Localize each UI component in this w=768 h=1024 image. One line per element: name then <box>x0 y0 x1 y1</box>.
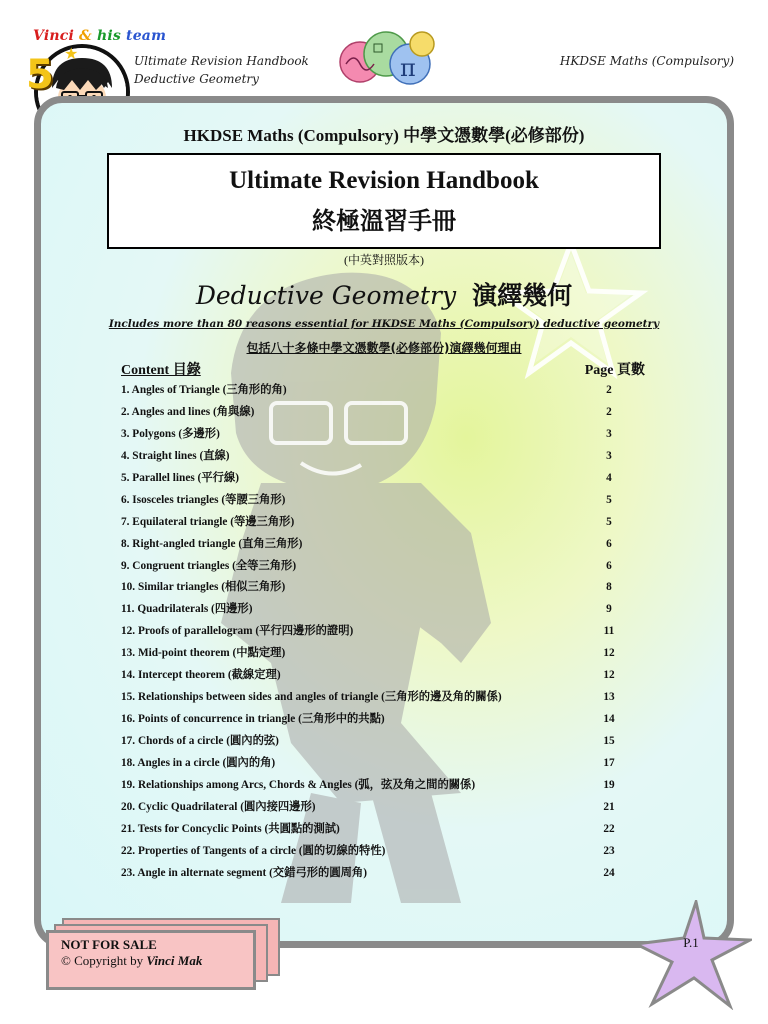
toc-item-page: 2 <box>606 405 612 418</box>
toc-item-page: 12 <box>603 669 615 682</box>
toc-item-label: 23. Angle in alternate segment (交錯弓形的圓周角) <box>121 866 367 879</box>
page-number: P.1 <box>683 935 699 950</box>
topic-heading <box>0 276 768 312</box>
header-topic-title: Deductive Geometry <box>134 72 259 86</box>
brand-word-team: team <box>126 28 167 44</box>
table-of-contents <box>121 380 651 885</box>
toc-item-page: 12 <box>603 647 615 660</box>
toc-header <box>121 359 651 379</box>
header-handbook-title: Ultimate Revision Handbook <box>134 54 309 68</box>
toc-row <box>121 380 651 402</box>
header-course-name: HKDSE Maths (Compulsory) <box>559 54 734 68</box>
toc-item-page: 17 <box>603 756 615 769</box>
toc-item-label: 20. Cyclic Quadrilateral (圓內接四邊形) <box>121 800 316 813</box>
edition-note: (中英對照版本) <box>344 253 424 267</box>
toc-row <box>121 775 651 797</box>
toc-row <box>121 687 651 709</box>
toc-item-page: 6 <box>606 559 612 572</box>
toc-item-label: 4. Straight lines (直線) <box>121 449 230 462</box>
toc-row <box>121 512 651 534</box>
toc-item-page: 9 <box>606 603 612 616</box>
toc-item-page: 14 <box>603 713 615 726</box>
toc-row <box>121 490 651 512</box>
copyright-prefix: © Copyright by <box>61 953 144 968</box>
toc-row <box>121 599 651 621</box>
toc-item-label: 12. Proofs of parallelogram (平行四邊形的證明) <box>121 625 354 638</box>
svg-text:π: π <box>400 54 416 82</box>
toc-item-page: 19 <box>603 778 615 791</box>
toc-item-label: 19. Relationships among Arcs, Chords & Angles (弧，弦及角之間的關係) <box>121 778 476 791</box>
copyright-line <box>61 953 241 969</box>
toc-item-page: 24 <box>603 866 615 879</box>
toc-row <box>121 753 651 775</box>
copyright-stamp <box>46 930 256 990</box>
handbook-title-zh: 終極溫習手冊 <box>312 207 456 235</box>
toc-item-label: 3. Polygons (多邊形) <box>121 427 220 440</box>
toc-row <box>121 621 651 643</box>
toc-row <box>121 819 651 841</box>
toc-item-page: 11 <box>603 625 615 638</box>
toc-item-label: 22. Properties of Tangents of a circle (圓的切線的特性) <box>121 844 386 857</box>
toc-item-label: 17. Chords of a circle (圓內的弦) <box>121 735 279 747</box>
brand-word-vinci: Vinci <box>33 28 74 44</box>
toc-item-page: 4 <box>606 471 612 484</box>
toc-item-label: 9. Congruent triangles (全等三角形) <box>121 559 297 572</box>
toc-item-page: 8 <box>606 581 612 594</box>
toc-item-label: 13. Mid-point theorem (中點定理) <box>121 647 286 660</box>
toc-item-page: 2 <box>606 384 612 396</box>
toc-row <box>121 797 651 819</box>
includes-note-zh: 包括八十多條中學文憑數學(必修部份)演繹幾何理由 <box>246 341 522 355</box>
includes-note-en: Includes more than 80 reasons essential for HKDSE Maths (Compulsory) deductive geometry <box>108 318 660 330</box>
header-left-titles <box>134 52 309 88</box>
toc-item-page: 15 <box>603 735 615 747</box>
badge-number: 5 <box>26 52 54 98</box>
title-box <box>107 153 661 249</box>
toc-item-label: 15. Relationships between sides and angles of triangle (三角形的邊及角的關係) <box>121 691 502 704</box>
toc-item-label: 8. Right-angled triangle (直角三角形) <box>121 537 303 550</box>
toc-item-label: 5. Parallel lines (平行線) <box>121 471 239 484</box>
toc-row <box>121 468 651 490</box>
toc-item-label: 11. Quadrilaterals (四邊形) <box>121 603 253 616</box>
not-for-sale-label: NOT FOR SALE <box>61 937 157 952</box>
toc-row <box>121 841 651 863</box>
toc-item-page: 5 <box>606 515 612 528</box>
author-name: Vinci Mak <box>146 953 203 968</box>
toc-page-label: Page 頁數 <box>584 363 645 378</box>
topic-title-en: Deductive Geometry <box>195 281 457 310</box>
toc-item-label: 6. Isosceles triangles (等腰三角形) <box>121 493 286 506</box>
page-star-icon <box>634 900 752 1010</box>
brand-word-his: his <box>96 28 121 44</box>
brand-ampersand: & <box>79 28 92 44</box>
toc-row <box>121 556 651 578</box>
toc-item-page: 21 <box>603 800 615 813</box>
toc-item-label: 16. Points of concurrence in triangle (三角形中的共點) <box>121 713 385 726</box>
toc-item-label: 1. Angles of Triangle (三角形的角) <box>121 384 287 396</box>
toc-item-page: 5 <box>606 493 612 506</box>
toc-row <box>121 709 651 731</box>
topic-title-zh: 演繹幾何 <box>472 281 573 310</box>
toc-item-label: 14. Intercept theorem (截線定理) <box>121 669 281 682</box>
toc-item-label: 18. Angles in a circle (圓內的角) <box>121 756 276 769</box>
toc-row <box>121 643 651 665</box>
course-subtitle: HKDSE Maths (Compulsory) 中學文憑數學(必修部份) <box>183 126 585 145</box>
toc-item-page: 3 <box>606 449 612 462</box>
toc-item-page: 13 <box>603 691 615 704</box>
brand-wordmark <box>33 28 166 44</box>
toc-row <box>121 534 651 556</box>
toc-item-label: 10. Similar triangles (相似三角形) <box>121 581 286 594</box>
toc-row <box>121 731 651 753</box>
toc-item-page: 23 <box>603 844 615 857</box>
toc-item-page: 6 <box>606 537 612 550</box>
toc-row <box>121 665 651 687</box>
math-spheres-logo-icon <box>338 24 438 94</box>
toc-item-label: 2. Angles and lines (角與線) <box>121 405 255 418</box>
toc-item-label: 21. Tests for Concyclic Points (共圓點的測試) <box>121 822 340 835</box>
toc-item-page: 3 <box>606 427 612 440</box>
toc-row <box>121 577 651 599</box>
sparkle-star-icon: ★ <box>64 46 79 63</box>
toc-row <box>121 446 651 468</box>
handbook-title-en: Ultimate Revision Handbook <box>229 167 539 194</box>
toc-item-page: 22 <box>603 822 615 835</box>
toc-content-label: Content 目錄 <box>121 363 201 378</box>
toc-row <box>121 402 651 424</box>
toc-row <box>121 863 651 885</box>
toc-row <box>121 424 651 446</box>
toc-item-label: 7. Equilateral triangle (等邊三角形) <box>121 515 295 528</box>
